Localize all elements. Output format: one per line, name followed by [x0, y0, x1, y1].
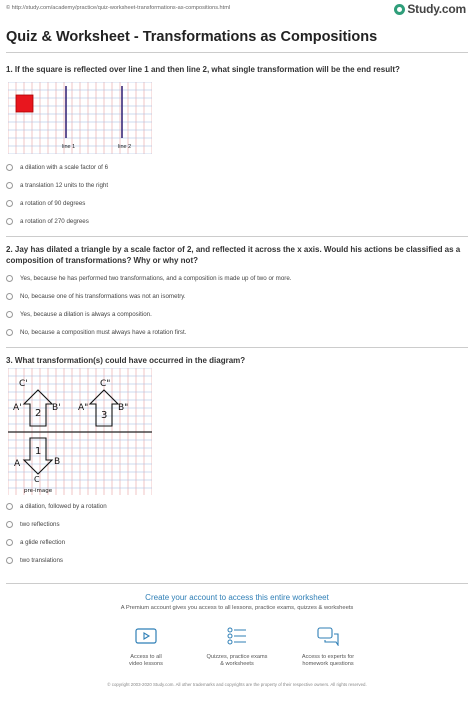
answer-label: a rotation of 90 degrees [20, 200, 86, 207]
label-b-prime: B' [52, 403, 61, 413]
q2-answer-4[interactable] [6, 329, 186, 336]
answer-label: Yes, because he has performed two transformations, and a composition is made up of two or more. [20, 275, 292, 282]
question-divider [6, 236, 468, 237]
q1-answer-3[interactable] [6, 200, 85, 207]
premium-description: A Premium account gives you access to all lessons, practice exams, quizzes & worksheets [120, 605, 354, 611]
label-a: A [14, 459, 21, 469]
title-divider [6, 52, 468, 53]
radio-button[interactable] [6, 557, 13, 564]
answer-label: a glide reflection [20, 539, 66, 546]
label-a-prime: A' [13, 403, 22, 413]
q2-answer-1[interactable] [6, 275, 291, 282]
study-logo[interactable] [394, 2, 466, 16]
source-url: © http://study.com/academy/practice/quiz-worksheet-transformations-as-compositions.html [6, 5, 231, 11]
q3-answer-4[interactable] [6, 557, 63, 564]
answer-label: two reflections [20, 521, 60, 528]
radio-button[interactable] [6, 311, 13, 318]
number-2: 2 [35, 408, 42, 419]
footer-divider [6, 583, 468, 584]
study-logo-text: Study.com [407, 2, 466, 16]
feature-label-line-1: Access to experts for [301, 654, 355, 660]
radio-button[interactable] [6, 218, 13, 225]
question-divider [6, 347, 468, 348]
label-c-prime: C' [19, 379, 28, 389]
question-3-figure [8, 368, 152, 495]
question-1-figure [8, 82, 152, 154]
line-1-label: line 1 [62, 144, 76, 150]
answer-label: a rotation of 270 degrees [20, 218, 89, 225]
q1-answer-2[interactable] [6, 182, 108, 189]
number-3: 3 [101, 410, 108, 421]
question-3-text: 3. What transformation(s) could have occurred in the diagram? [6, 356, 246, 365]
page-header [0, 0, 474, 18]
radio-button[interactable] [6, 503, 13, 510]
q1-answer-1[interactable] [6, 164, 108, 171]
feature-experts [283, 626, 373, 668]
feature-quizzes [192, 626, 282, 668]
label-a-double-prime: A" [78, 403, 89, 413]
q3-answer-2[interactable] [6, 521, 60, 528]
q2-answer-3[interactable] [6, 311, 152, 318]
feature-label-line-2: homework questions [302, 661, 354, 667]
checklist-icon [225, 626, 249, 646]
answer-label: No, because a composition must always have a rotation first. [20, 329, 187, 336]
label-b: B [54, 457, 61, 467]
create-account-link[interactable]: Create your account to access this entire worksheet [145, 593, 329, 602]
question-2-text: 2. Jay has dilated a triangle by a scale factor of 2, and reflected it across the x axis. Would his actions be classified as a composition of transformations? Why or why not? [6, 245, 461, 265]
page-title: Quiz & Worksheet - Transformations as Compositions [6, 29, 378, 45]
answer-label: a dilation with a scale factor of 6 [20, 164, 109, 171]
answer-label: a dilation, followed by a rotation [20, 503, 107, 510]
label-b-double-prime: B" [118, 403, 129, 413]
feature-label-line-1: Quizzes, practice exams [206, 654, 268, 660]
study-logo-icon [394, 4, 405, 15]
feature-label-line-1: Access to all [130, 654, 162, 660]
label-c: C [34, 475, 40, 484]
chat-icon [316, 626, 340, 646]
number-1: 1 [35, 446, 42, 457]
q3-answer-1[interactable] [6, 503, 107, 510]
radio-button[interactable] [6, 539, 13, 546]
answer-label: Yes, because a dilation is always a composition. [20, 311, 152, 318]
q2-answer-2[interactable] [6, 293, 186, 300]
q3-answer-3[interactable] [6, 539, 65, 546]
radio-button[interactable] [6, 275, 13, 282]
radio-button[interactable] [6, 521, 13, 528]
pre-image-caption: pre-image [24, 488, 53, 494]
radio-button[interactable] [6, 182, 13, 189]
label-c-double-prime: C" [100, 379, 111, 389]
question-1-text: 1. If the square is reflected over line 1 and then line 2, what single transformation will be the end result? [6, 65, 400, 74]
radio-button[interactable] [6, 200, 13, 207]
answer-label: two translations [20, 557, 63, 564]
red-square [16, 95, 33, 112]
feature-label-line-2: video lessons [129, 661, 163, 667]
radio-button[interactable] [6, 293, 13, 300]
line-2-label: line 2 [118, 144, 132, 150]
copyright-notice: © copyright 2003-2020 Study.com. All other trademarks and copyrights are the property of their respective owners. All rights reserved. [107, 682, 367, 687]
radio-button[interactable] [6, 164, 13, 171]
q1-answer-4[interactable] [6, 218, 89, 225]
radio-button[interactable] [6, 329, 13, 336]
answer-label: a translation 12 units to the right [20, 182, 109, 189]
answer-label: No, because one of his transformations was not an isometry. [20, 293, 186, 300]
feature-video-lessons [101, 626, 191, 668]
video-icon [134, 626, 158, 646]
feature-label-line-2: & worksheets [220, 661, 254, 667]
